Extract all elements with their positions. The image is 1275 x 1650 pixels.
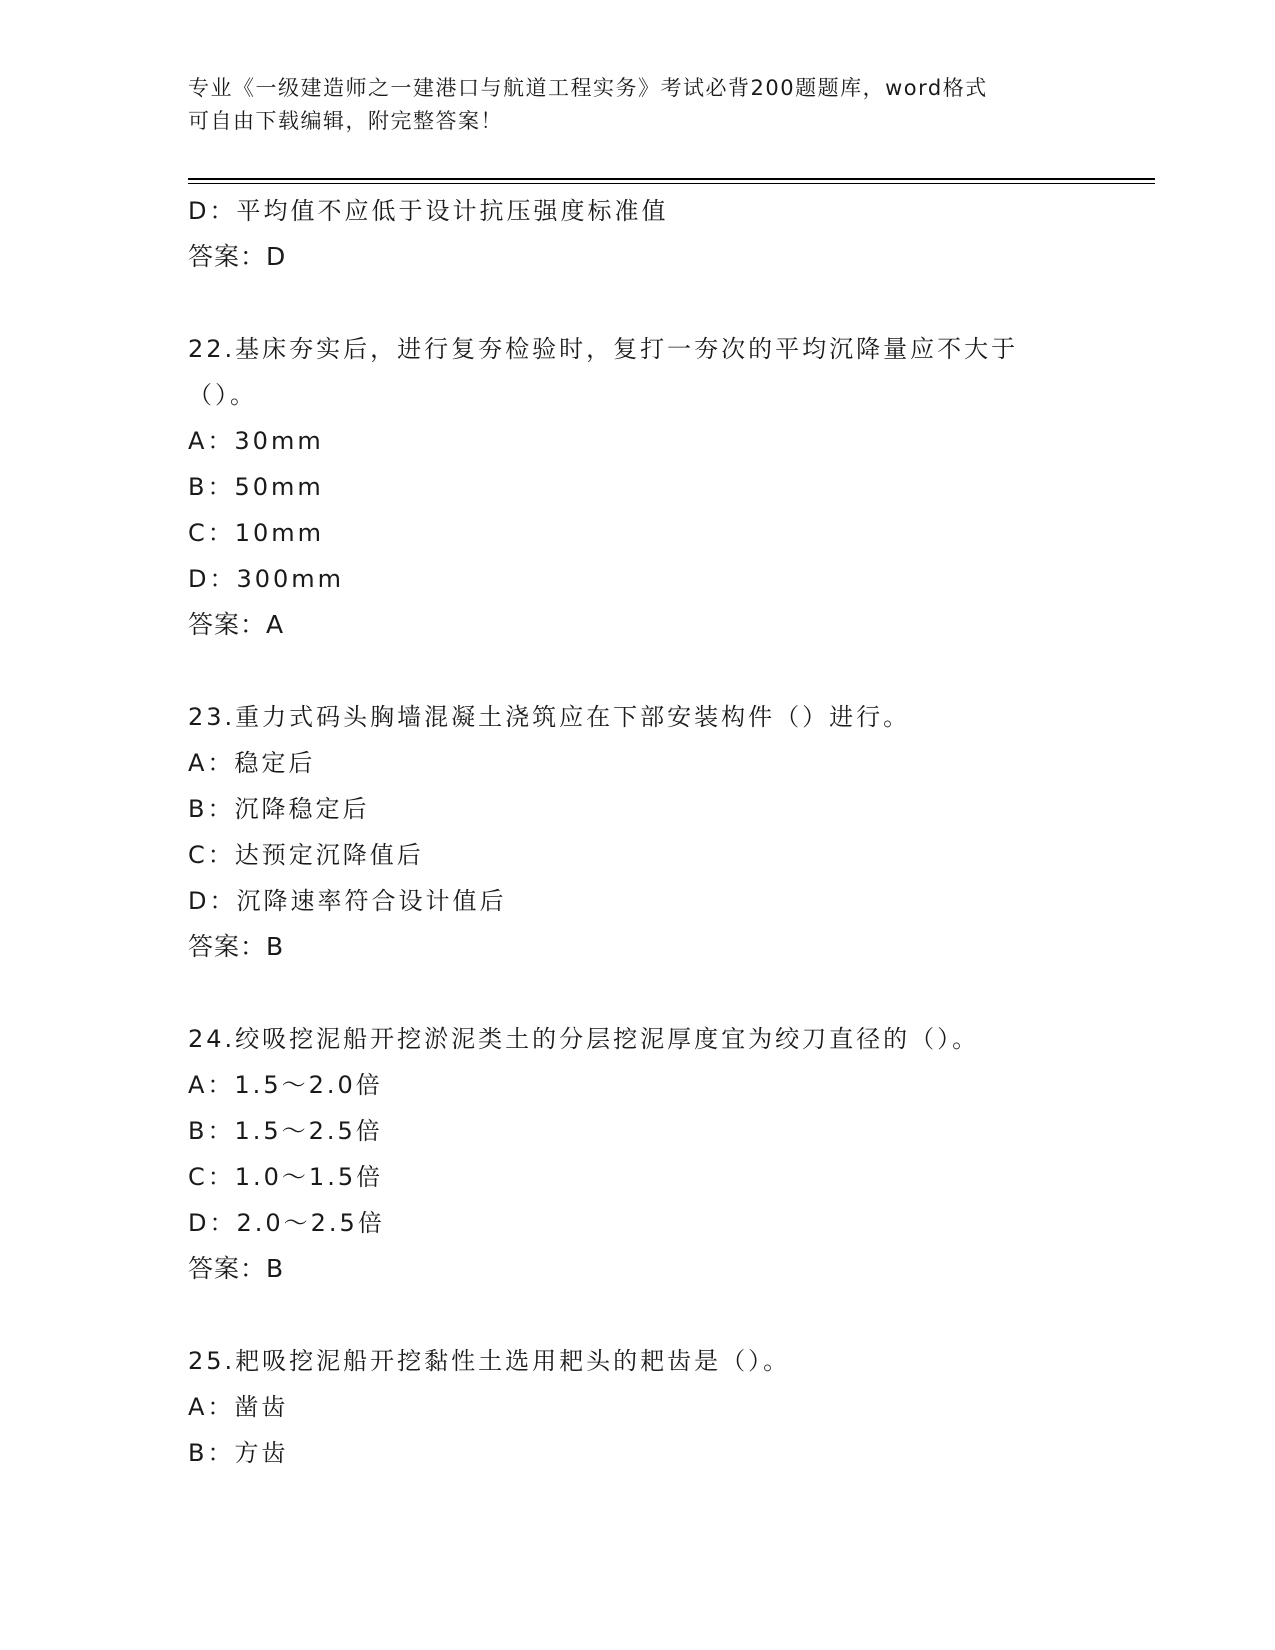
q22-option-b: B：50mm bbox=[188, 473, 324, 501]
q23-option-c: C：达预定沉降值后 bbox=[188, 841, 424, 869]
document-header bbox=[188, 72, 1088, 138]
q25-option-a: A：凿齿 bbox=[188, 1393, 289, 1421]
q24-option-a: A：1.5～2.0倍 bbox=[188, 1071, 383, 1099]
q22-option-a: A：30mm bbox=[188, 427, 324, 455]
q23-option-d: D：沉降速率符合设计值后 bbox=[188, 887, 507, 915]
spacer bbox=[188, 648, 1148, 694]
q23-option-b: B：沉降稳定后 bbox=[188, 795, 370, 823]
header-title-line-1: 专业《一级建造师之一建港口与航道工程实务》考试必背200题题库，word格式 bbox=[188, 76, 988, 100]
header-title-line-2: 可自由下载编辑，附完整答案！ bbox=[188, 109, 503, 133]
q22-option-d: D：300mm bbox=[188, 565, 345, 593]
header-divider-thick bbox=[188, 178, 1155, 180]
q22-stem-line-2: （）。 bbox=[188, 381, 257, 409]
q24-answer: 答案：B bbox=[188, 1254, 285, 1283]
header-divider-thin bbox=[188, 183, 1155, 184]
q25-option-b: B：方齿 bbox=[188, 1439, 289, 1467]
q25-stem: 25.耙吸挖泥船开挖黏性土选用耙头的耙齿是（）。 bbox=[188, 1347, 791, 1375]
q24-option-d: D：2.0～2.5倍 bbox=[188, 1209, 385, 1237]
spacer bbox=[188, 1292, 1148, 1338]
q22-option-c: C：10mm bbox=[188, 519, 325, 547]
q23-answer: 答案：B bbox=[188, 932, 285, 961]
q23-option-a: A：稳定后 bbox=[188, 749, 316, 777]
prev-option-d: D：平均值不应低于设计抗压强度标准值 bbox=[188, 197, 669, 225]
q23-stem: 23.重力式码头胸墙混凝土浇筑应在下部安装构件（）进行。 bbox=[188, 703, 911, 731]
q22-stem-line-1: 22.基床夯实后，进行复夯检验时，复打一夯次的平均沉降量应不大于 bbox=[188, 335, 1019, 363]
prev-answer: 答案：D bbox=[188, 242, 287, 271]
spacer bbox=[188, 970, 1148, 1016]
question-list bbox=[188, 188, 1148, 1476]
q24-option-b: B：1.5～2.5倍 bbox=[188, 1117, 383, 1145]
q22-answer: 答案：A bbox=[188, 610, 285, 639]
q24-option-c: C：1.0～1.5倍 bbox=[188, 1163, 384, 1191]
q24-stem: 24.绞吸挖泥船开挖淤泥类土的分层挖泥厚度宜为绞刀直径的（）。 bbox=[188, 1025, 980, 1053]
spacer bbox=[188, 280, 1148, 326]
